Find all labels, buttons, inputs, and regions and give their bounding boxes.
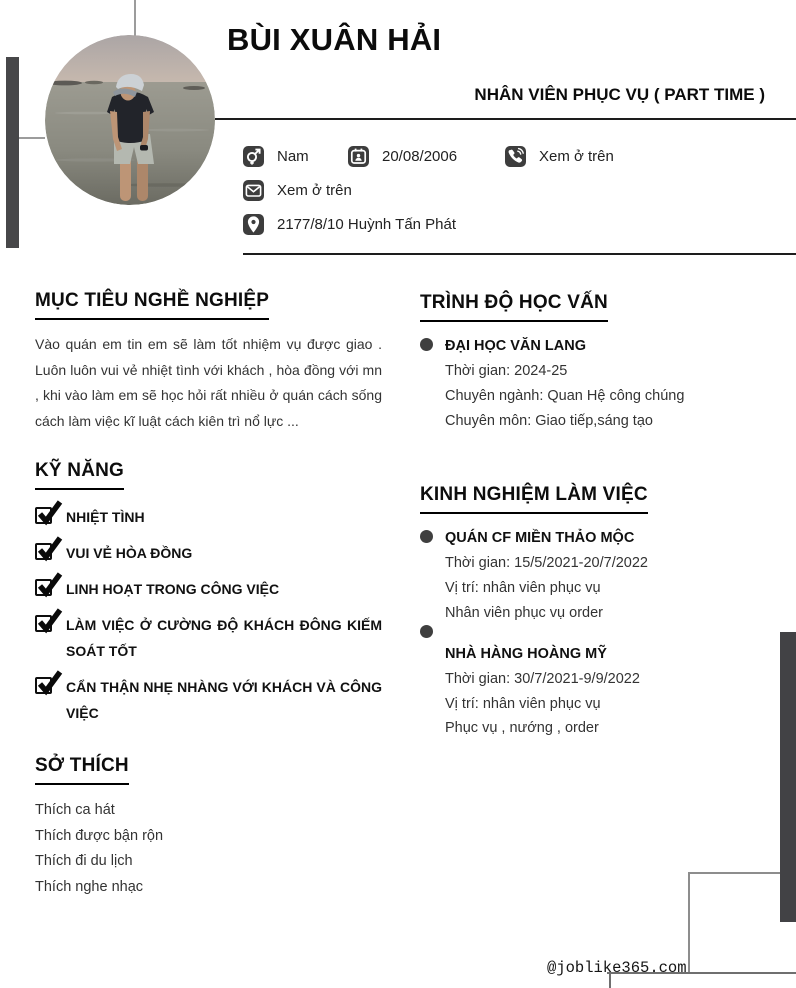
- contact-phone: [505, 146, 614, 167]
- experience-heading: KINH NGHIỆM LÀM VIỆC: [420, 483, 648, 514]
- hobbies-heading: SỞ THÍCH: [35, 754, 129, 785]
- watermark-text: @joblike365.com: [547, 959, 687, 977]
- experience-company: NHÀ HÀNG HOÀNG MỸ: [445, 645, 607, 662]
- skill-label: LINH HOẠT TRONG CÔNG VIỆC: [66, 581, 280, 597]
- job-title: NHÂN VIÊN PHỤC VỤ ( PART TIME ): [474, 85, 765, 104]
- contact-gender: [243, 146, 309, 167]
- mail-icon: [243, 180, 264, 201]
- skill-item: [35, 674, 382, 726]
- footer-frame-top-line: [688, 872, 780, 874]
- gender-value: Nam: [277, 148, 309, 165]
- education-entry: [420, 333, 782, 433]
- education-school: ĐẠI HỌC VĂN LANG: [445, 338, 586, 354]
- objective-heading: MỤC TIÊU NGHỀ NGHIỆP: [35, 289, 269, 320]
- left-connector-line: [19, 137, 45, 139]
- contact-birthdate: [348, 146, 457, 167]
- left-column: [35, 289, 382, 900]
- hobby-item: Thích ca hát: [35, 802, 115, 818]
- checkbox-checked-icon: [35, 507, 52, 524]
- skill-label: VUI VẺ HÒA ĐỒNG: [66, 545, 193, 561]
- skill-item: [35, 504, 382, 530]
- contact-divider: [243, 253, 796, 255]
- hobby-item: Thích được bận rộn: [35, 827, 164, 844]
- left-accent-bar: [6, 57, 19, 248]
- right-column: [420, 291, 782, 741]
- skill-item: [35, 540, 382, 566]
- checkbox-checked-icon: [35, 677, 52, 694]
- bullet-icon: [420, 338, 433, 351]
- experience-detail: Thời gian: 15/5/2021-20/7/2022: [445, 555, 648, 572]
- education-detail: Chuyên môn: Giao tiếp,sáng tạo: [445, 412, 653, 429]
- phone-value: Xem ở trên: [539, 148, 614, 165]
- skill-item: [35, 612, 382, 664]
- skill-label: LÀM VIỆC Ở CƯỜNG ĐỘ KHÁCH ĐÔNG KIẾM SOÁT TỐT: [66, 617, 382, 659]
- gender-icon: [243, 146, 264, 167]
- phone-icon: [505, 146, 526, 167]
- education-heading: TRÌNH ĐỘ HỌC VẤN: [420, 291, 608, 322]
- email-value: Xem ở trên: [277, 182, 352, 199]
- hobby-item: Thích nghe nhạc: [35, 878, 144, 895]
- experience-detail: Thời gian: 30/7/2021-9/9/2022: [445, 670, 640, 687]
- checkbox-checked-icon: [35, 615, 52, 632]
- experience-company: QUÁN CF MIỀN THẢO MỘC: [445, 530, 635, 547]
- hobby-item: Thích đi du lịch: [35, 853, 133, 869]
- bullet-icon: [420, 530, 433, 543]
- contact-email: [243, 180, 352, 201]
- skills-heading: KỸ NĂNG: [35, 459, 124, 490]
- avatar: [45, 35, 215, 205]
- skills-list: [35, 504, 382, 726]
- location-pin-icon: [243, 214, 264, 235]
- hobbies-list: [35, 798, 382, 900]
- checkbox-checked-icon: [35, 579, 52, 596]
- experience-entry: [420, 641, 782, 741]
- checkbox-checked-icon: [35, 543, 52, 560]
- bullet-icon: [420, 625, 433, 638]
- experience-detail: Vị trí: nhân viên phục vụ: [445, 580, 601, 597]
- birthdate-value: 20/08/2006: [382, 148, 458, 165]
- skill-label: NHIỆT TÌNH: [66, 509, 145, 525]
- candidate-name: BÙI XUÂN HẢI: [227, 22, 442, 57]
- skill-item: [35, 576, 382, 602]
- objective-text: Vào quán em tin em sẽ làm tốt nhiệm vụ được giao . Luôn luôn vui vẻ nhiệt tình với khách , hòa đồng với mn , khi vào làm em sẽ học hỏi rất nhiều ở quán cách sống cách làm việc kĩ luật cách kiên trì nổ lực ...: [35, 336, 382, 429]
- experience-detail: Phục vụ , nướng , order: [445, 720, 599, 737]
- experience-entry: [420, 525, 782, 625]
- experience-detail: Nhân viên phục vụ order: [445, 604, 603, 621]
- header-divider: [215, 118, 796, 120]
- contact-address: [243, 214, 456, 235]
- right-accent-bar: [780, 632, 796, 922]
- calendar-icon: [348, 146, 369, 167]
- footer-frame-vertical-line: [688, 872, 690, 973]
- skill-label: CẨN THẬN NHẸ NHÀNG VỚI KHÁCH VÀ CÔNG VIỆC: [66, 679, 382, 721]
- education-detail: Thời gian: 2024-25: [445, 363, 568, 379]
- top-vertical-line: [134, 0, 136, 36]
- address-value: 2177/8/10 Huỳnh Tấn Phát: [277, 216, 457, 233]
- experience-detail: Vị trí: nhân viên phục vụ: [445, 695, 601, 712]
- education-detail: Chuyên ngành: Quan Hệ công chúng: [445, 387, 685, 404]
- avatar-photo-illustration: [45, 35, 215, 205]
